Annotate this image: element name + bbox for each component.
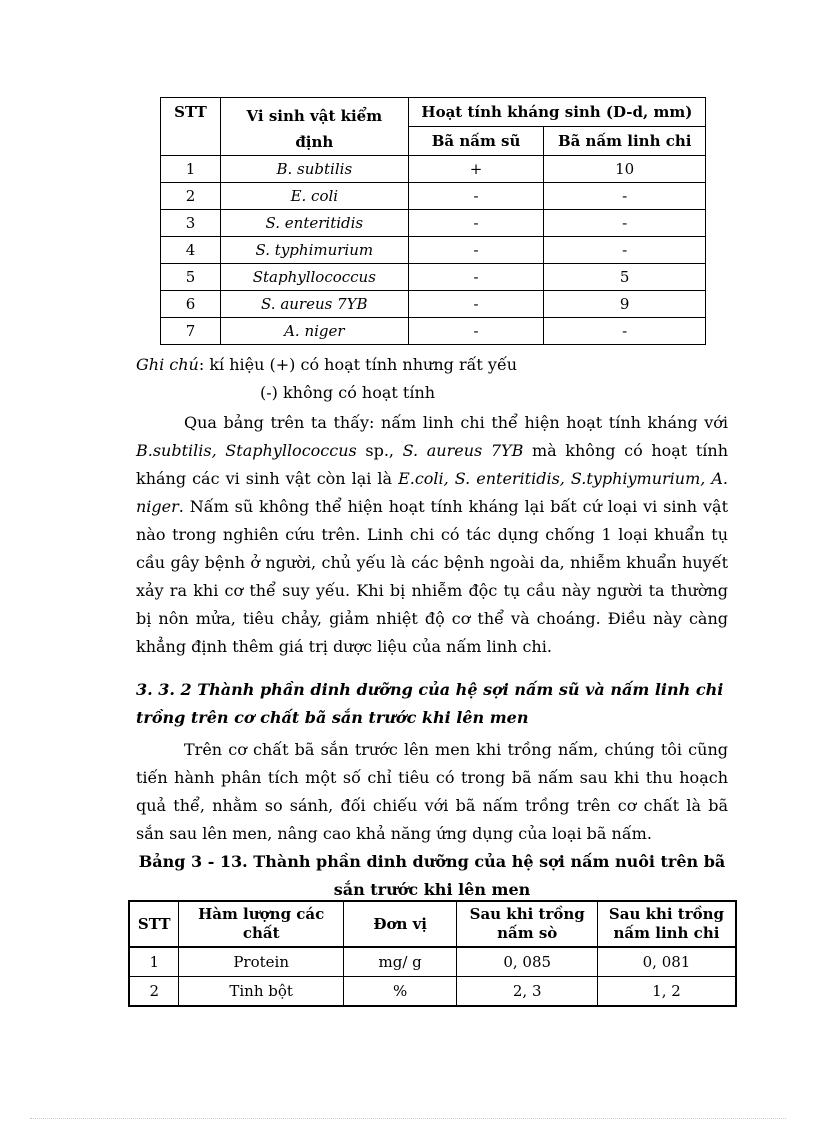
paragraph-italic: S. aureus 7YB: [402, 441, 524, 460]
table-note-line2: (-) không có hoạt tính: [260, 383, 436, 402]
cell-linh-chi: -: [544, 318, 706, 345]
cell-organism: [220, 156, 408, 183]
header-after-so: Sau khi trồng nấm sò: [457, 901, 598, 947]
paragraph-italic: B.subtilis, Staphyllococcus: [136, 441, 357, 460]
header-unit: Đơn vị: [343, 901, 457, 947]
cell-linh-chi: -: [544, 237, 706, 264]
paragraph-text: Qua bảng trên ta thấy: nấm linh chi thể hiện hoạt tính kháng với: [184, 413, 728, 432]
cell-nam-su: +: [408, 156, 544, 183]
cell-nam-su: -: [408, 318, 544, 345]
cell-stt: 4: [161, 237, 221, 264]
table-row: [161, 264, 706, 291]
table-row: [161, 291, 706, 318]
organism-name: S. enteritidis: [265, 214, 364, 232]
cell-organism: [220, 291, 408, 318]
paragraph-italic: E.coli, S. enteritidis, S.typhiymurium, A. niger: [136, 469, 728, 516]
cell-stt: 3: [161, 210, 221, 237]
header-stt: STT: [129, 901, 179, 947]
cell-nam-su: -: [408, 210, 544, 237]
page-footer-divider: [30, 1118, 786, 1119]
cell-stt: 2: [129, 977, 179, 1007]
paragraph-2: Trên cơ chất bã sắn trước lên men khi trồng nấm, chúng tôi cũng tiến hành phân tích một số chỉ tiêu có trong bã nấm sau khi thu hoạch quả thể, nhằm so sánh, đối chiếu với bã nấm trồng trên cơ chất là bã sắn sau lên men, nâng cao khả năng ứng dụng của loại bã nấm.: [136, 740, 728, 843]
table-row: [129, 977, 736, 1007]
organism-name: S. aureus 7YB: [261, 295, 368, 313]
header-content: Hàm lượng các chất: [179, 901, 343, 947]
cell-stt: 1: [161, 156, 221, 183]
cell-stt: 7: [161, 318, 221, 345]
header-activity: Hoạt tính kháng sinh (D-d, mm): [408, 98, 705, 127]
cell-nam-su: -: [408, 264, 544, 291]
cell-stt: 6: [161, 291, 221, 318]
header-linh-chi: Bã nấm linh chi: [544, 127, 706, 156]
table-row: [161, 156, 706, 183]
cell-linh-chi: -: [544, 210, 706, 237]
cell-stt: 5: [161, 264, 221, 291]
cell-nam-su: -: [408, 237, 544, 264]
table-row: [161, 210, 706, 237]
organism-name: Staphyllococcus: [252, 268, 376, 286]
cell-after-so: 2, 3: [457, 977, 598, 1007]
cell-after-linh-chi: 0, 081: [597, 947, 736, 977]
organism-name: E. coli: [290, 187, 339, 205]
header-organism: Vi sinh vật kiểm định: [220, 98, 408, 156]
table-header-row: [161, 98, 706, 127]
paragraph-1: [136, 409, 728, 661]
table-row: [161, 318, 706, 345]
cell-linh-chi: 9: [544, 291, 706, 318]
paragraph-text: sp.,: [356, 441, 403, 460]
cell-stt: 2: [161, 183, 221, 210]
cell-organism: [220, 183, 408, 210]
paragraph-text: . Nấm sũ không thể hiện hoạt tính kháng lại bất cứ loại vi sinh vật nào trong nghiên cứu trên. Linh chi có tác dụng chống 1 loại khuẩn tụ cầu gây bệnh ở người, chủ yếu là các bệnh ngoài da, nhiễm khuẩn huyết xảy ra khi cơ thể suy yếu. Khi bị nhiễm độc tụ cầu này người ta thường bị nôn mửa, tiêu chảy, giảm nhiệt độ cơ thể và choáng. Điều này càng khẳng định thêm giá trị dược liệu của nấm linh chi.: [136, 497, 728, 656]
cell-after-linh-chi: 1, 2: [597, 977, 736, 1007]
note-text-1: : kí hiệu (+) có hoạt tính nhưng rất yếu: [198, 355, 518, 374]
organism-name: A. niger: [284, 322, 345, 340]
cell-nam-su: -: [408, 291, 544, 318]
table-note-line1: [136, 351, 517, 379]
cell-nam-su: -: [408, 183, 544, 210]
antibiotic-activity-table: [160, 97, 706, 345]
paragraph-text: mà không có hoạt tính kháng các vi sinh vật còn lại là: [136, 441, 729, 488]
cell-after-so: 0, 085: [457, 947, 598, 977]
nutrition-table: [128, 900, 737, 1007]
organism-name: B. subtilis: [276, 160, 353, 178]
table-row: [129, 947, 736, 977]
cell-organism: [220, 264, 408, 291]
cell-organism: [220, 318, 408, 345]
header-after-linh-chi: Sau khi trồng nấm linh chi: [597, 901, 736, 947]
organism-name: S. typhimurium: [255, 241, 374, 259]
cell-unit: %: [343, 977, 457, 1007]
note-label: Ghi chú: [136, 355, 199, 374]
table-header-row: [129, 901, 736, 947]
table-row: [161, 183, 706, 210]
cell-linh-chi: -: [544, 183, 706, 210]
cell-linh-chi: 10: [544, 156, 706, 183]
cell-organism: [220, 210, 408, 237]
table-row: [161, 237, 706, 264]
cell-content: Tinh bột: [179, 977, 343, 1007]
cell-content: Protein: [179, 947, 343, 977]
cell-stt: 1: [129, 947, 179, 977]
table-caption: Bảng 3 - 13. Thành phần dinh dưỡng của hệ sợi nấm nuôi trên bã sắn trước khi lên men: [138, 852, 726, 899]
header-stt: STT: [161, 98, 221, 156]
cell-organism: [220, 237, 408, 264]
cell-linh-chi: 5: [544, 264, 706, 291]
header-nam-su: Bã nấm sũ: [408, 127, 544, 156]
cell-unit: mg/ g: [343, 947, 457, 977]
section-heading: 3. 3. 2 Thành phần dinh dưỡng của hệ sợi nấm sũ và nấm linh chi trồng trên cơ chất bã sắn trước khi lên men: [136, 680, 724, 727]
